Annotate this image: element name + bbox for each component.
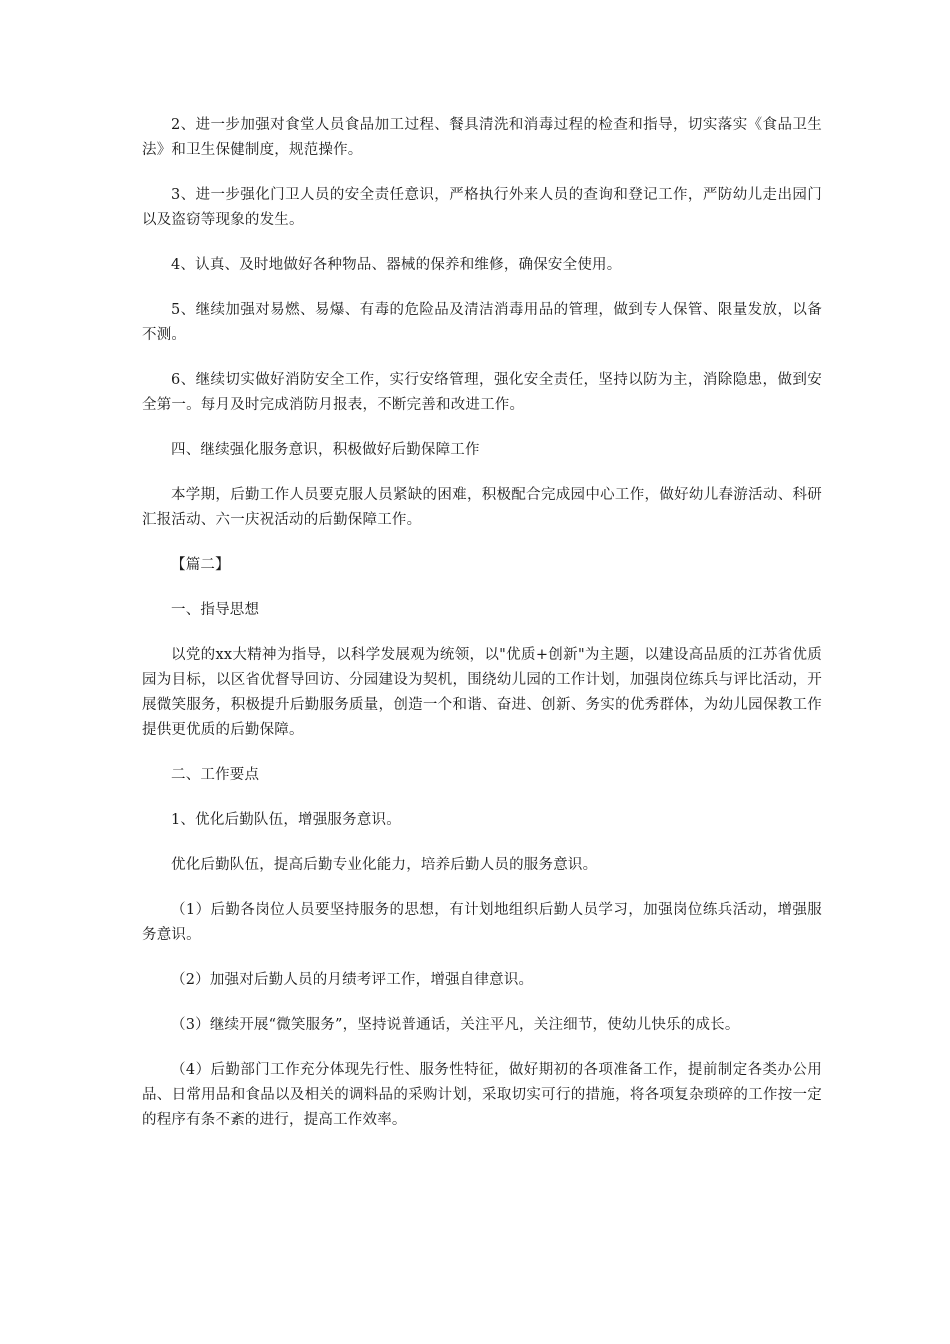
paragraph-item-3: 3、进一步强化门卫人员的安全责任意识，严格执行外来人员的查询和登记工作，严防幼儿走出园门以及盗窃等现象的发生。 [142,187,822,228]
paragraph-item-5: 5、继续加强对易燃、易爆、有毒的危险品及清洁消毒用品的管理，做到专人保管、限量发放，以备不测。 [142,302,822,343]
document-page [142,113,822,1153]
paragraph-point-1: 1、优化后勤队伍，增强服务意识。 [171,812,401,828]
paragraph-subitem-3: （3）继续开展“微笑服务”，坚持说普通话，关注平凡，关注细节，使幼儿快乐的成长。 [171,1017,740,1033]
section-heading-guiding-thought: 一、指导思想 [171,602,260,618]
paragraph-item-2: 2、进一步加强对食堂人员食品加工过程、餐具清洗和消毒过程的检查和指导，切实落实《食品卫生法》和卫生保健制度，规范操作。 [142,117,822,158]
paragraph-item-4: 4、认真、及时地做好各种物品、器械的保养和维修，确保安全使用。 [171,257,622,273]
paragraph-subitem-1: （1）后勤各岗位人员要坚持服务的思想，有计划地组织后勤人员学习，加强岗位练兵活动，增强服务意识。 [142,902,822,943]
chapter-heading-part-two: 【篇二】 [171,557,230,573]
paragraph-semester-support: 本学期，后勤工作人员要克服人员紧缺的困难，积极配合完成园中心工作，做好幼儿春游活动、科研汇报活动、六一庆祝活动的后勤保障工作。 [142,487,822,528]
paragraph-item-6: 6、继续切实做好消防安全工作，实行安络管理，强化安全责任，坚持以防为主，消除隐患，做到安全第一。每月及时完成消防月报表，不断完善和改进工作。 [142,372,822,413]
section-heading-work-points: 二、工作要点 [171,767,260,783]
paragraph-guiding-thought: 以党的xx大精神为指导，以科学发展观为统领，以"优质+创新"为主题，以建设高品质的江苏省优质园为目标，以区省优督导回访、分园建设为契机，围绕幼儿园的工作计划，加强岗位练兵与评比活动，开展微笑服务，积极提升后勤服务质量，创造一个和谐、奋进、创新、务实的优秀群体，为幼儿园保教工作提供更优质的后勤保障。 [142,647,822,738]
section-heading-four: 四、继续强化服务意识，积极做好后勤保障工作 [171,442,480,458]
paragraph-point-1-detail: 优化后勤队伍，提高后勤专业化能力，培养后勤人员的服务意识。 [171,857,598,873]
paragraph-subitem-2: （2）加强对后勤人员的月绩考评工作，增强自律意识。 [171,972,534,988]
paragraph-subitem-4: （4）后勤部门工作充分体现先行性、服务性特征，做好期初的各项准备工作，提前制定各类办公用品、日常用品和食品以及相关的调料品的采购计划，采取切实可行的措施，将各项复杂琐碎的工作按一定的程序有条不紊的进行，提高工作效率。 [142,1062,822,1128]
